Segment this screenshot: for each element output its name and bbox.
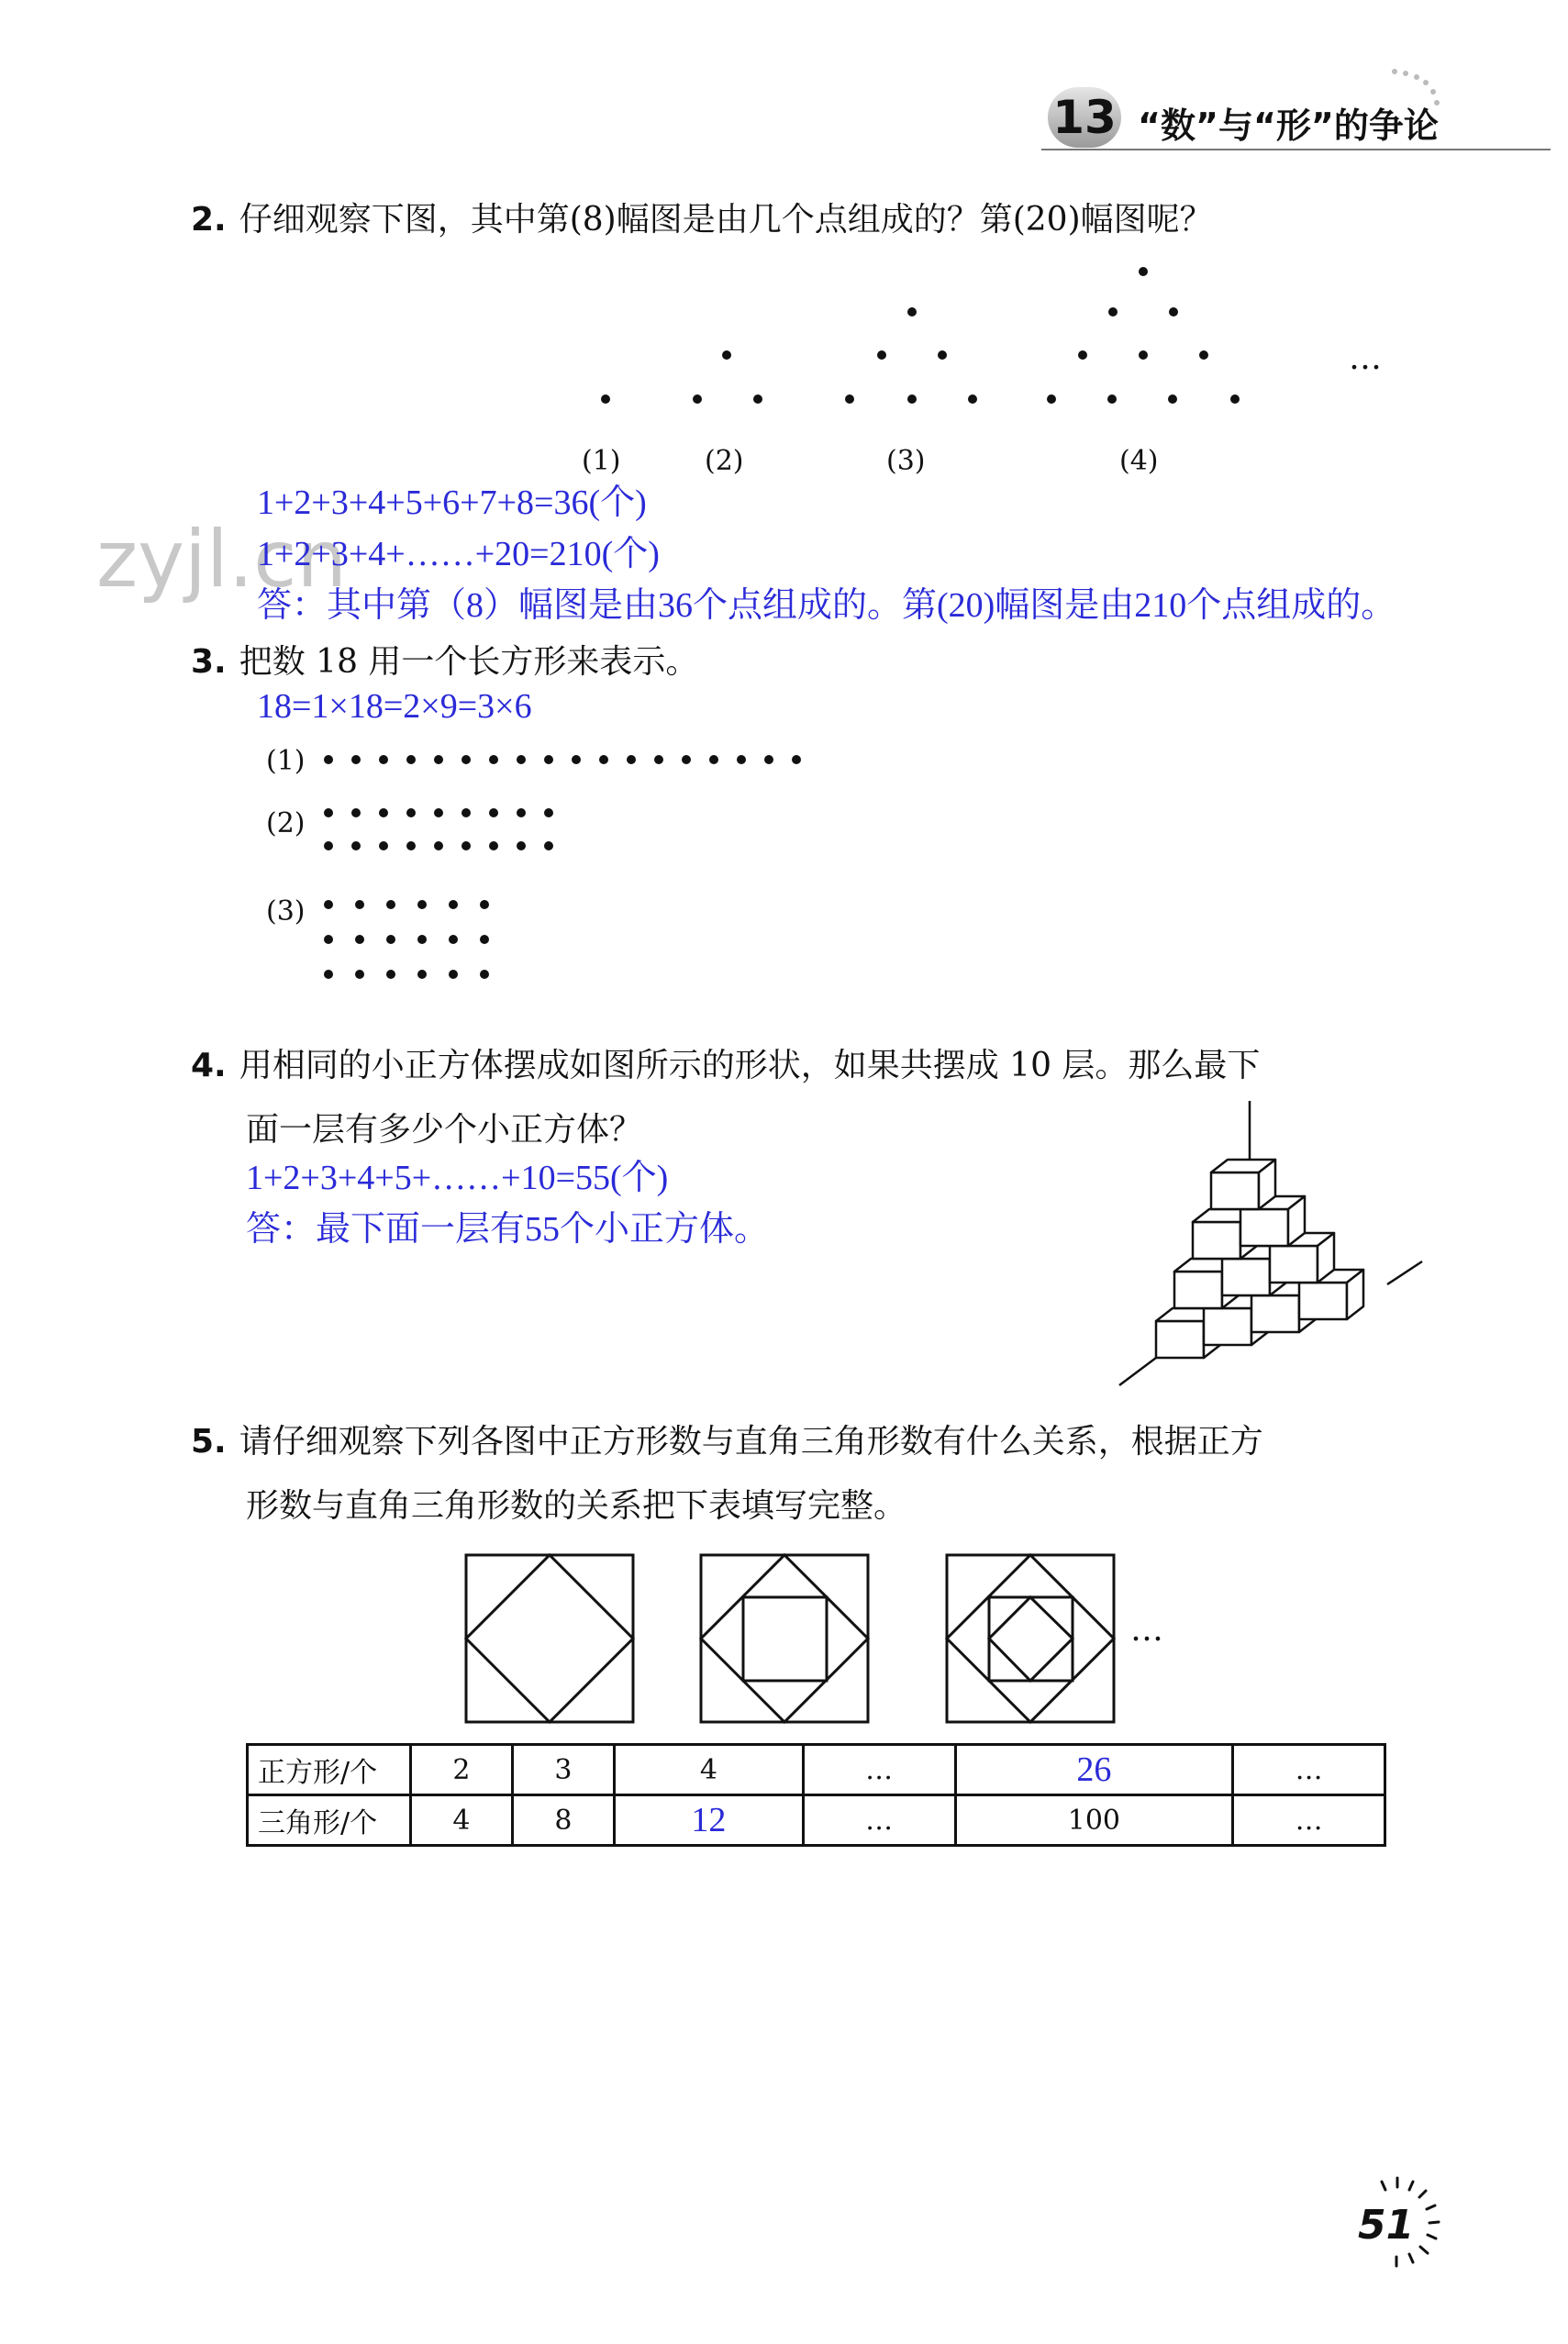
dot: [489, 755, 498, 764]
dot: [907, 394, 917, 404]
dot: [1078, 350, 1087, 360]
dot: [434, 841, 443, 850]
table-cell: 4: [614, 1745, 803, 1795]
dot: [417, 935, 427, 944]
dot: [938, 350, 947, 360]
q2-label-3: (3): [886, 445, 926, 477]
dot: [722, 350, 731, 360]
header-decoration: [1385, 64, 1459, 138]
chapter-number-badge: 13: [1048, 87, 1121, 148]
q3-label-2: (2): [266, 807, 306, 839]
dot: [324, 841, 333, 850]
dot: [324, 970, 333, 979]
q2-number: 2.: [191, 201, 227, 239]
q4-cube-stack-figure: [1119, 1101, 1422, 1394]
dot: [449, 900, 458, 909]
table-cell: …: [1233, 1745, 1385, 1795]
dot: [386, 970, 395, 979]
table-row: [248, 1795, 1385, 1846]
table-cell: 8: [512, 1795, 614, 1846]
dot: [355, 970, 364, 979]
q3-label-3: (3): [266, 895, 306, 928]
dot: [379, 841, 388, 850]
dot: [845, 394, 854, 404]
dot: [1199, 350, 1208, 360]
q4-text-line-1: [191, 1046, 1260, 1085]
dot: [449, 935, 458, 944]
table-cell-answer: 12: [614, 1795, 803, 1846]
q2-ellipsis: …: [1349, 339, 1382, 377]
dot: [1169, 307, 1178, 317]
q3-text: [191, 642, 698, 682]
q3-answer: 18=1×18=2×9=3×6: [257, 687, 532, 726]
q3-dot-rectangles: [0, 734, 917, 1009]
q3-number: 3.: [191, 643, 227, 681]
table-cell: …: [803, 1795, 955, 1846]
dot: [572, 755, 581, 764]
q5-ellipsis: …: [1130, 1611, 1163, 1649]
q3-label-1: (1): [266, 745, 306, 777]
q4-answer-line-2: 答：最下面一层有55个小正方体。: [246, 1210, 770, 1249]
dot: [1139, 267, 1148, 276]
dot: [1139, 350, 1148, 360]
dot: [601, 394, 610, 404]
dot: [351, 755, 361, 764]
dot: [449, 970, 458, 979]
dot: [355, 935, 364, 944]
q5-table: [246, 1743, 1386, 1847]
table-cell: 100: [955, 1795, 1233, 1846]
dot: [480, 935, 489, 944]
dot: [462, 808, 471, 817]
q2-prompt: 仔细观察下图，其中第(8)幅图是由几个点组成的？第(20)幅图呢？: [239, 201, 1213, 239]
dot: [544, 841, 553, 850]
q4-prompt-1: 用相同的小正方体摆成如图所示的形状，如果共摆成 10 层。那么最下: [239, 1047, 1261, 1084]
table-cell: 2: [411, 1745, 513, 1795]
dot: [434, 755, 443, 764]
dot: [351, 841, 361, 850]
dot: [406, 755, 416, 764]
cube: [1211, 1160, 1275, 1209]
q5-prompt-1: 请仔细观察下列各图中正方形数与直角三角形数有什么关系，根据正方: [239, 1423, 1263, 1461]
dot: [792, 755, 801, 764]
dot: [480, 970, 489, 979]
dot: [417, 900, 427, 909]
q3-prompt: 把数 18 用一个长方形来表示。: [239, 643, 699, 681]
q4-number: 4.: [191, 1047, 227, 1084]
dot: [682, 755, 691, 764]
q5-prompt-2: 形数与直角三角形数的关系把下表填写完整。: [246, 1487, 907, 1525]
dot: [877, 350, 886, 360]
q2-label-2: (2): [705, 445, 744, 477]
table-cell: 4: [411, 1795, 513, 1846]
dot: [709, 755, 718, 764]
q2-answer-line-3: 答：其中第（8）幅图是由36个点组成的。第(20)幅图是由210个点组成的。: [257, 586, 1396, 625]
q2-dot-figures: [0, 248, 1101, 431]
q4-answer-line-1: 1+2+3+4+5+……+10=55(个): [246, 1159, 669, 1197]
dot: [324, 755, 333, 764]
dot: [693, 394, 702, 404]
dot: [517, 808, 526, 817]
dot: [434, 808, 443, 817]
dot: [1108, 307, 1118, 317]
dot: [462, 841, 471, 850]
dot: [406, 808, 416, 817]
table-row-head: 三角形/个: [248, 1795, 411, 1846]
dot: [324, 808, 333, 817]
dot: [351, 808, 361, 817]
dot: [406, 841, 416, 850]
dot: [379, 808, 388, 817]
q2-label-4: (4): [1119, 445, 1159, 477]
table-cell: …: [803, 1745, 955, 1795]
dot: [968, 394, 977, 404]
dot: [517, 841, 526, 850]
dot: [355, 900, 364, 909]
dot: [764, 755, 773, 764]
dot: [1107, 394, 1117, 404]
q2-text: [191, 200, 1213, 239]
header-rule: [1041, 149, 1551, 150]
dot: [480, 900, 489, 909]
table-row: [248, 1745, 1385, 1795]
q4-prompt-2: 面一层有多少个小正方体？: [246, 1111, 643, 1149]
dot: [417, 970, 427, 979]
q5-number: 5.: [191, 1423, 227, 1461]
q2-label-1: (1): [582, 445, 621, 477]
dot: [654, 755, 663, 764]
q2-answer-line-2: 1+2+3+4+……+20=210(个): [257, 535, 660, 573]
dot: [753, 394, 762, 404]
dot: [379, 755, 388, 764]
dot: [324, 935, 333, 944]
watermark: zyjl.cn: [96, 514, 347, 605]
dot: [907, 307, 917, 317]
dot: [1168, 394, 1177, 404]
dot: [737, 755, 746, 764]
table-cell-answer: 26: [955, 1745, 1233, 1795]
dot: [462, 755, 471, 764]
table-cell: …: [1233, 1795, 1385, 1846]
table-cell: 3: [512, 1745, 614, 1795]
dot: [517, 755, 526, 764]
q5-nested-squares-figures: [0, 1550, 1193, 1734]
dot: [386, 900, 395, 909]
dot: [544, 755, 553, 764]
chapter-title: “数”与“形”的争论: [1138, 106, 1439, 146]
dot: [489, 808, 498, 817]
dot: [1230, 394, 1240, 404]
dot: [489, 841, 498, 850]
q2-answer-line-1: 1+2+3+4+5+6+7+8=36(个): [257, 483, 647, 522]
dot: [324, 900, 333, 909]
q5-text-line-1: [191, 1422, 1263, 1461]
dot: [1047, 394, 1056, 404]
dot: [627, 755, 636, 764]
table-row-head: 正方形/个: [248, 1745, 411, 1795]
dot: [544, 808, 553, 817]
dot: [386, 935, 395, 944]
dot: [599, 755, 608, 764]
page-number: 51: [1358, 2202, 1415, 2249]
